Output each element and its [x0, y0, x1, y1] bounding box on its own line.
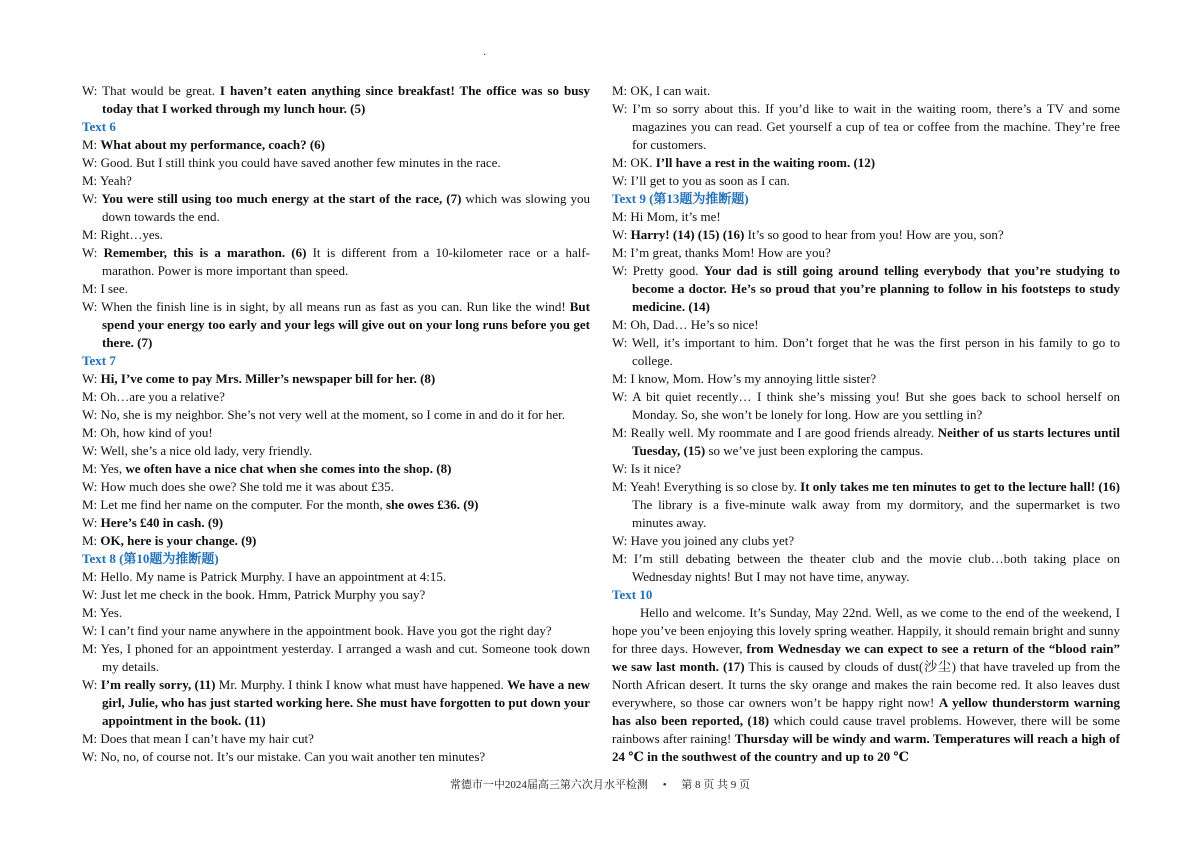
text: M: I’m great, thanks Mom! How are you?	[612, 245, 831, 260]
dialogue-line	[82, 154, 590, 172]
text: W:	[82, 677, 101, 692]
bold-text: We have a new girl, Julie, who has just started working here. She must have forgotten to put down your appointment in the book. (11)	[102, 677, 590, 728]
text: which was slowing you down towards the end.	[102, 191, 590, 224]
bold-text: But spend your energy too early and your legs will give out on your long runs before you get there. (7)	[102, 299, 590, 350]
dialogue-line	[82, 388, 590, 406]
bold-text: Remember, this is a marathon. (6)	[103, 245, 307, 260]
text: W: Good. But I still think you could have saved another few minutes in the race.	[82, 155, 501, 170]
text: W: Just let me check in the book. Hmm, Patrick Murphy you say?	[82, 587, 426, 602]
text: Hello and welcome. It’s Sunday, May 22nd. Well, as we come to the end of the weekend, I hope you’ve been enjoying this lovely spring weather. Happily, it should remain bright and sunny for three days. However,	[612, 605, 1120, 656]
dialogue-line	[82, 424, 590, 442]
footer-mark: •	[662, 779, 667, 791]
text: Text 6	[82, 119, 116, 134]
section-heading	[82, 118, 590, 136]
text: M: Yeah?	[82, 173, 132, 188]
dialogue-line	[82, 244, 590, 280]
text: It’s so good to hear from you! How are you, son?	[744, 227, 1004, 242]
dialogue-line	[612, 226, 1120, 244]
footer-page-number: 第 8 页 共 9 页	[681, 779, 751, 791]
bold-text: Neither of us starts lectures until Tuesday, (15)	[632, 425, 1120, 458]
section-heading	[82, 550, 590, 568]
dialogue-line	[82, 298, 590, 352]
dialogue-line	[612, 424, 1120, 460]
text: The library is a five-minute walk away from my dormitory, and the supermarket is two minutes away.	[632, 497, 1120, 530]
dialogue-line	[612, 550, 1120, 586]
bold-text: A yellow thunderstorm warning has also been reported, (18)	[612, 695, 1121, 728]
text: M: Yes,	[82, 461, 126, 476]
text: M:	[82, 137, 101, 152]
bold-text: OK, here is your change. (9)	[100, 533, 257, 548]
paragraph	[612, 604, 1120, 766]
text: W: How much does she owe? She told me it was about £35.	[82, 479, 394, 494]
dialogue-line	[82, 640, 590, 676]
dialogue-line	[612, 244, 1120, 262]
dialogue-line	[612, 316, 1120, 334]
dialogue-line	[82, 172, 590, 190]
text: M: Let me find her name on the computer. For the month,	[82, 497, 386, 512]
dialogue-line	[612, 262, 1120, 316]
text: M:	[82, 533, 101, 548]
section-heading	[82, 352, 590, 370]
dialogue-line	[82, 748, 590, 766]
bold-text: You were still using too much energy at the start of the race, (7)	[101, 191, 462, 206]
text: It is different from a 10-kilometer race or a half-marathon. Power is more important than speed.	[102, 245, 590, 278]
text: M: Yeah! Everything is so close by.	[612, 479, 801, 494]
dialogue-line	[82, 460, 590, 478]
bold-text: Thursday will be windy and warm. Temperatures will reach a high of 24 ℃ in the southwest of the country and up to 20 ℃	[612, 731, 1120, 764]
text: W: I can’t find your name anywhere in the appointment book. Have you got the right day?	[82, 623, 552, 638]
text: W: Pretty good.	[612, 263, 704, 278]
bold-text: Your dad is still going around telling everybody that you’re studying to become a doctor. He’s so proud that you’re planning to follow in his footsteps to study medicine. (14)	[632, 263, 1120, 314]
text: W: Well, she’s a nice old lady, very friendly.	[82, 443, 313, 458]
text: M: Does that mean I can’t have my hair cut?	[82, 731, 314, 746]
text: M: I know, Mom. How’s my annoying little sister?	[612, 371, 877, 386]
text: W: A bit quiet recently… I think she’s missing you! But she goes back to school herself on Monday. So, she won’t be lonely for long. How are you settling in?	[612, 389, 1120, 422]
dialogue-line	[612, 478, 1120, 532]
text: M: Right…yes.	[82, 227, 163, 242]
text: Mr. Murphy. I think I know what must have happened.	[215, 677, 508, 692]
bold-text: from Wednesday we can expect to see a return of the “blood rain” we saw last month. (17)	[612, 641, 1121, 674]
dialogue-line	[612, 172, 1120, 190]
footer-title: 常德市一中2024届高三第六次月水平检测	[449, 779, 648, 791]
left-column	[82, 82, 590, 766]
text: W: That would be great.	[82, 83, 220, 98]
dialogue-line	[82, 730, 590, 748]
dialogue-line	[82, 370, 590, 388]
dialogue-line	[82, 226, 590, 244]
text: M: OK, I can wait.	[612, 83, 711, 98]
section-heading	[612, 190, 1120, 208]
right-column	[612, 82, 1120, 766]
dialogue-line	[82, 622, 590, 640]
dialogue-line	[82, 514, 590, 532]
section-heading	[612, 586, 1120, 604]
dialogue-line	[82, 676, 590, 730]
bold-text: we often have a nice chat when she comes into the shop. (8)	[125, 461, 452, 476]
dialogue-line	[82, 478, 590, 496]
text: Text 10	[612, 587, 653, 602]
dialogue-line	[612, 82, 1120, 100]
dialogue-line	[82, 406, 590, 424]
dialogue-line	[82, 568, 590, 586]
text: Text 9 (第13题为推断题)	[612, 191, 749, 206]
dialogue-line	[82, 136, 590, 154]
bold-text: I’ll have a rest in the waiting room. (12)	[655, 155, 876, 170]
dialogue-line	[82, 604, 590, 622]
text: W: Have you joined any clubs yet?	[612, 533, 795, 548]
text: M: Oh…are you a relative?	[82, 389, 225, 404]
text: W:	[82, 245, 104, 260]
text: M: Really well. My roommate and I are good friends already.	[612, 425, 938, 440]
dialogue-line	[82, 586, 590, 604]
text: W:	[82, 515, 101, 530]
text: W: No, no, of course not. It’s our mistake. Can you wait another ten minutes?	[82, 749, 486, 764]
text: Text 7	[82, 353, 116, 368]
text: so we’ve just been exploring the campus.	[705, 443, 924, 458]
bold-text: she owes £36. (9)	[386, 497, 479, 512]
bold-text: Here’s £40 in cash. (9)	[100, 515, 224, 530]
bold-text: Harry! (14) (15) (16)	[630, 227, 745, 242]
dialogue-line	[82, 82, 590, 118]
dialogue-line	[612, 334, 1120, 370]
dialogue-line	[612, 532, 1120, 550]
text: W:	[82, 191, 102, 206]
text: M: Hello. My name is Patrick Murphy. I have an appointment at 4:15.	[82, 569, 447, 584]
bold-text: It only takes me ten minutes to get to the lecture hall! (16)	[800, 479, 1120, 494]
text: W: No, she is my neighbor. She’s not very well at the moment, so I come in and do it for her.	[82, 407, 565, 422]
text: M: Hi Mom, it’s me!	[612, 209, 721, 224]
dialogue-line	[612, 154, 1120, 172]
bold-text: Hi, I’ve come to pay Mrs. Miller’s newspaper bill for her. (8)	[100, 371, 436, 386]
dialogue-line	[82, 532, 590, 550]
dialogue-line	[612, 388, 1120, 424]
dialogue-line	[612, 460, 1120, 478]
bold-text: I haven’t eaten anything since breakfast! The office was so busy today that I worked through my lunch hour. (5)	[102, 83, 590, 116]
text: W: When the finish line is in sight, by all means run as fast as you can. Run like the wind!	[82, 299, 570, 314]
text: M: OK.	[612, 155, 656, 170]
dialogue-line	[82, 280, 590, 298]
text: W: Is it nice?	[612, 461, 682, 476]
text: W:	[612, 227, 631, 242]
text: which could cause travel problems. However, there will be some rainbows after raining!	[612, 713, 1120, 746]
text: W: Well, it’s important to him. Don’t forget that he was the first person in his family to go to college.	[612, 335, 1120, 368]
text: W: I’ll get to you as soon as I can.	[612, 173, 790, 188]
text: W: I’m so sorry about this. If you’d like to wait in the waiting room, there’s a TV and some magazines you can read. Get yourself a cup of tea or coffee from the machine. They’re free for customers.	[612, 101, 1120, 152]
header-mark: ·	[483, 50, 487, 61]
dialogue-line	[612, 208, 1120, 226]
dialogue-line	[82, 190, 590, 226]
text: M: Oh, how kind of you!	[82, 425, 213, 440]
dialogue-line	[82, 442, 590, 460]
dialogue-line	[612, 100, 1120, 154]
text: M: Yes, I phoned for an appointment yesterday. I arranged a wash and cut. Someone took down my details.	[82, 641, 590, 674]
bold-text: What about my performance, coach? (6)	[100, 137, 325, 152]
dialogue-line	[82, 496, 590, 514]
text: M: I’m still debating between the theater club and the movie club…both taking place on Wednesday nights! But I may not have time, anyway.	[612, 551, 1120, 584]
text: W:	[82, 371, 101, 386]
page-footer	[0, 776, 1200, 792]
text: This is caused by clouds of dust(沙尘) that have traveled up from the North African desert. It turns the sky orange and makes the rain become red. It also leaves dust everywhere, so those car owners won’t be happy right now!	[612, 659, 1120, 710]
dialogue-line	[612, 370, 1120, 388]
text: M: Yes.	[82, 605, 123, 620]
text: M: Oh, Dad… He’s so nice!	[612, 317, 759, 332]
text: M: I see.	[82, 281, 128, 296]
text: Text 8 (第10题为推断题)	[82, 551, 219, 566]
bold-text: I’m really sorry, (11)	[100, 677, 216, 692]
